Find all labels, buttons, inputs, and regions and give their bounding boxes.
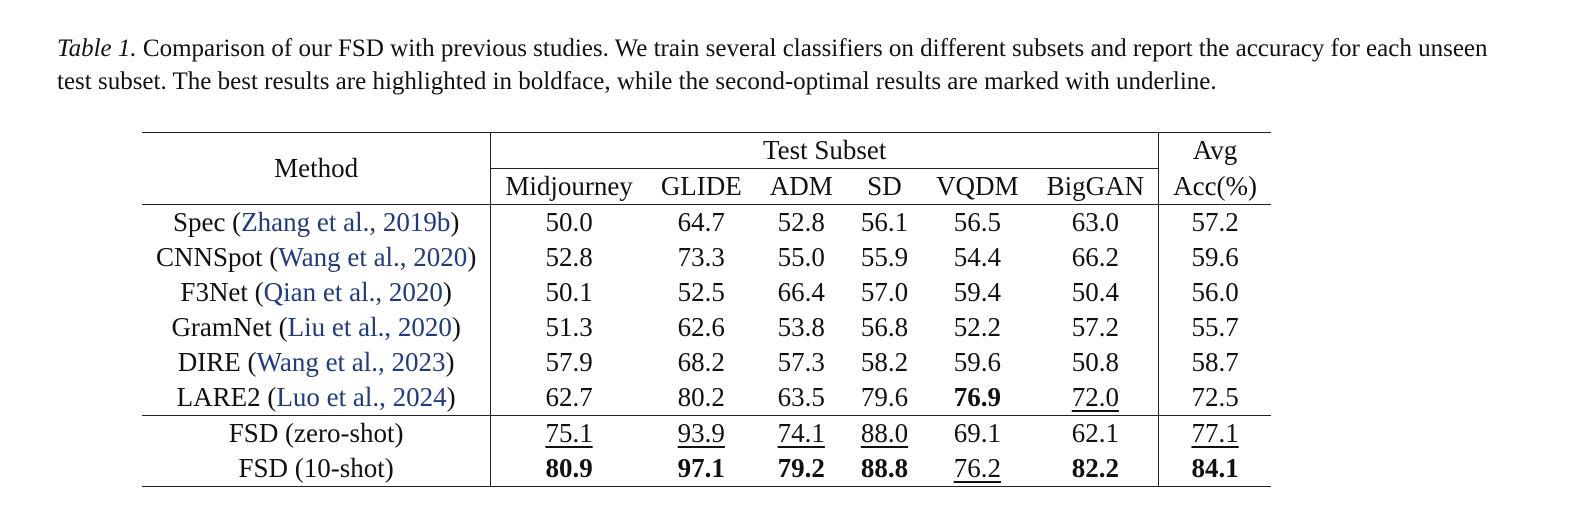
value-text: 59.6 xyxy=(1191,242,1239,272)
method-name: Spec xyxy=(172,207,226,237)
value-text: 77.1 xyxy=(1191,418,1239,448)
value-cell xyxy=(756,380,847,416)
method-cell: LARE2 (Luo et al., 2024) xyxy=(142,380,491,416)
value-cell xyxy=(922,416,1033,452)
value-text: 51.3 xyxy=(545,312,593,342)
value-text: 50.0 xyxy=(545,207,593,237)
value-text: 88.8 xyxy=(860,453,909,483)
value-text: 62.6 xyxy=(677,312,725,342)
table-row xyxy=(142,275,1271,310)
subset-header: VQDM xyxy=(922,169,1033,205)
value-text: 82.2 xyxy=(1071,453,1119,483)
value-cell xyxy=(1033,240,1159,275)
value-text: 76.2 xyxy=(953,453,1001,483)
value-text: 58.7 xyxy=(1191,347,1239,377)
method-cell: DIRE (Wang et al., 2023) xyxy=(142,345,491,380)
method-name: LARE2 xyxy=(176,382,261,412)
avg-header-line2: Acc(%) xyxy=(1159,169,1271,205)
value-text: 52.5 xyxy=(677,277,725,307)
value-text: 62.7 xyxy=(545,382,593,412)
results-table xyxy=(142,132,1271,487)
value-cell xyxy=(922,240,1033,275)
value-text: 58.2 xyxy=(860,347,909,377)
value-text: 88.0 xyxy=(860,418,909,448)
value-text: 63.5 xyxy=(777,382,825,412)
value-cell xyxy=(922,451,1033,487)
table-row xyxy=(142,380,1271,416)
value-text: 57.2 xyxy=(1191,207,1239,237)
value-cell xyxy=(1033,380,1159,416)
method-name: DIRE xyxy=(177,347,241,377)
value-text: 56.0 xyxy=(1191,277,1239,307)
subset-header: ADM xyxy=(756,169,847,205)
value-text: 80.9 xyxy=(545,453,593,483)
value-text: 55.7 xyxy=(1191,312,1239,342)
value-cell xyxy=(1033,310,1159,345)
value-cell xyxy=(1033,205,1159,241)
avg-cell xyxy=(1159,205,1271,241)
value-text: 80.2 xyxy=(677,382,725,412)
avg-cell xyxy=(1159,310,1271,345)
method-cell: F3Net (Qian et al., 2020) xyxy=(142,275,491,310)
method-cell xyxy=(142,451,491,487)
value-text: 68.2 xyxy=(677,347,725,377)
table-row xyxy=(142,416,1271,452)
avg-cell xyxy=(1159,380,1271,416)
citation-link[interactable]: Liu et al., 2020 xyxy=(287,312,452,342)
citation-link[interactable]: Luo et al., 2024 xyxy=(276,382,447,412)
value-text: 57.3 xyxy=(777,347,825,377)
value-text: 52.2 xyxy=(953,312,1001,342)
avg-cell xyxy=(1159,416,1271,452)
value-text: 55.0 xyxy=(777,242,825,272)
value-cell xyxy=(847,416,922,452)
method-name: GramNet xyxy=(171,312,272,342)
value-cell xyxy=(756,240,847,275)
value-cell xyxy=(756,451,847,487)
value-text: 79.6 xyxy=(860,382,909,412)
value-text: 79.2 xyxy=(777,453,825,483)
table-caption xyxy=(57,32,1527,98)
caption-label: Table 1. xyxy=(57,35,137,62)
subset-header: BigGAN xyxy=(1033,169,1159,205)
value-cell xyxy=(1033,345,1159,380)
value-cell xyxy=(647,416,756,452)
value-cell xyxy=(922,310,1033,345)
value-cell xyxy=(1033,275,1159,310)
method-cell xyxy=(142,416,491,452)
value-cell xyxy=(1033,451,1159,487)
citation-link[interactable]: Qian et al., 2020 xyxy=(263,277,443,307)
value-text: 52.8 xyxy=(777,207,825,237)
table-row xyxy=(142,451,1271,487)
value-cell xyxy=(491,345,647,380)
value-cell xyxy=(756,416,847,452)
avg-cell xyxy=(1159,345,1271,380)
method-header: Method xyxy=(142,133,491,205)
value-text: 57.0 xyxy=(860,277,909,307)
value-cell xyxy=(1033,416,1159,452)
method-name: FSD (zero-shot) xyxy=(228,418,404,448)
value-text: 57.2 xyxy=(1071,312,1119,342)
value-cell xyxy=(922,345,1033,380)
value-text: 66.2 xyxy=(1071,242,1119,272)
avg-cell xyxy=(1159,240,1271,275)
avg-cell xyxy=(1159,275,1271,310)
value-cell xyxy=(847,240,922,275)
value-text: 50.1 xyxy=(545,277,593,307)
value-cell xyxy=(491,310,647,345)
value-cell xyxy=(847,275,922,310)
value-text: 56.1 xyxy=(860,207,909,237)
value-text: 72.5 xyxy=(1191,382,1239,412)
value-cell xyxy=(647,310,756,345)
value-cell xyxy=(491,275,647,310)
caption-text: Comparison of our FSD with previous studies. We train several classifiers on different subsets and report the accuracy for each unseen test subset. The best results are highlighted in boldface, while the second-optimal results are marked with underline. xyxy=(57,35,1488,95)
method-name: FSD (10-shot) xyxy=(238,453,394,483)
citation-link[interactable]: Wang et al., 2023 xyxy=(256,347,446,377)
value-cell xyxy=(756,345,847,380)
value-cell xyxy=(847,345,922,380)
value-cell xyxy=(647,205,756,241)
value-text: 50.8 xyxy=(1071,347,1119,377)
value-text: 69.1 xyxy=(953,418,1001,448)
value-text: 72.0 xyxy=(1071,382,1119,412)
value-text: 75.1 xyxy=(545,418,593,448)
value-cell xyxy=(491,451,647,487)
value-cell xyxy=(922,380,1033,416)
value-text: 74.1 xyxy=(777,418,825,448)
method-cell: Spec (Zhang et al., 2019b) xyxy=(142,205,491,241)
table-row xyxy=(142,345,1271,380)
value-cell xyxy=(756,205,847,241)
value-text: 93.9 xyxy=(677,418,725,448)
value-text: 76.9 xyxy=(953,382,1001,412)
avg-cell xyxy=(1159,451,1271,487)
method-cell: CNNSpot (Wang et al., 2020) xyxy=(142,240,491,275)
value-cell xyxy=(922,275,1033,310)
value-text: 64.7 xyxy=(677,207,725,237)
value-cell xyxy=(847,205,922,241)
subset-header: Midjourney xyxy=(491,169,647,205)
value-cell xyxy=(647,240,756,275)
value-cell xyxy=(647,451,756,487)
value-cell xyxy=(847,451,922,487)
test-subset-header: Test Subset xyxy=(491,133,1159,169)
value-text: 56.5 xyxy=(953,207,1001,237)
value-text: 50.4 xyxy=(1071,277,1119,307)
method-cell: GramNet (Liu et al., 2020) xyxy=(142,310,491,345)
value-cell xyxy=(647,345,756,380)
value-text: 73.3 xyxy=(677,242,725,272)
value-cell xyxy=(491,205,647,241)
value-cell xyxy=(647,380,756,416)
table-row xyxy=(142,310,1271,345)
value-text: 56.8 xyxy=(860,312,909,342)
header-row-1 xyxy=(142,133,1271,169)
value-text: 52.8 xyxy=(545,242,593,272)
value-text: 53.8 xyxy=(777,312,825,342)
value-text: 84.1 xyxy=(1191,453,1239,483)
value-cell xyxy=(491,380,647,416)
subset-header: SD xyxy=(847,169,922,205)
value-cell xyxy=(847,380,922,416)
value-text: 55.9 xyxy=(860,242,909,272)
value-cell xyxy=(922,205,1033,241)
method-name: F3Net xyxy=(180,277,248,307)
citation-link[interactable]: Zhang et al., 2019b xyxy=(241,207,451,237)
value-cell xyxy=(847,310,922,345)
method-name: CNNSpot xyxy=(156,242,263,272)
avg-header-line1: Avg xyxy=(1159,133,1271,169)
value-text: 62.1 xyxy=(1071,418,1119,448)
value-text: 66.4 xyxy=(777,277,825,307)
value-text: 57.9 xyxy=(545,347,593,377)
value-cell xyxy=(491,416,647,452)
value-text: 59.4 xyxy=(953,277,1001,307)
table-row xyxy=(142,240,1271,275)
value-text: 54.4 xyxy=(953,242,1001,272)
value-cell xyxy=(647,275,756,310)
value-cell xyxy=(756,275,847,310)
table-body xyxy=(142,205,1271,487)
subset-header: GLIDE xyxy=(647,169,756,205)
value-cell xyxy=(491,240,647,275)
value-text: 97.1 xyxy=(677,453,725,483)
table-row xyxy=(142,205,1271,241)
value-text: 63.0 xyxy=(1071,207,1119,237)
citation-link[interactable]: Wang et al., 2020 xyxy=(278,242,468,272)
value-cell xyxy=(756,310,847,345)
value-text: 59.6 xyxy=(953,347,1001,377)
